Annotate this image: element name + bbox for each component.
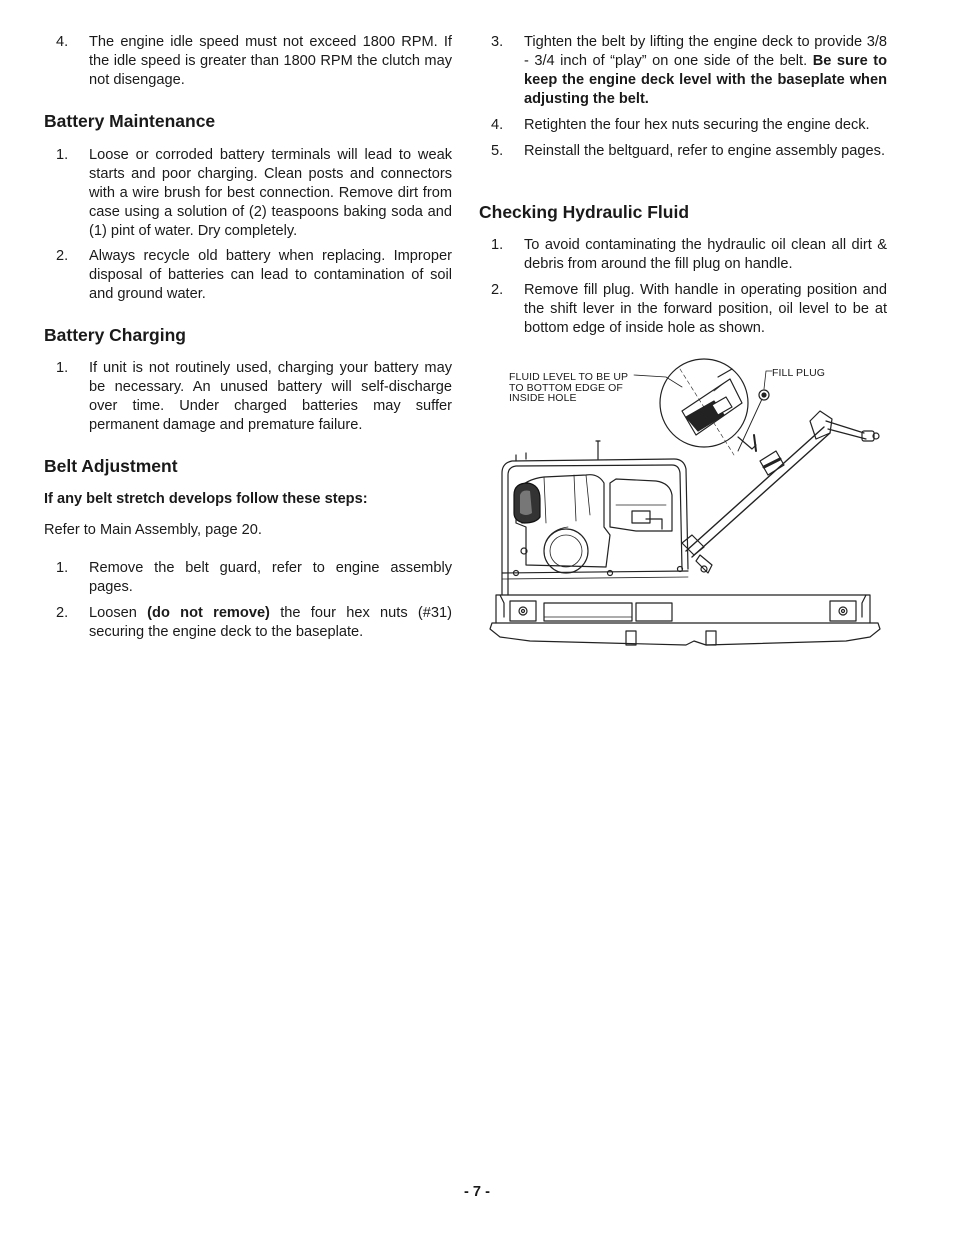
page-number: - 7 - bbox=[464, 1184, 490, 1200]
belt-reference: Refer to Main Assembly, page 20. bbox=[44, 522, 262, 538]
list-number: 4. bbox=[491, 117, 504, 133]
heading-battery-maintenance: Battery Maintenance bbox=[44, 111, 216, 131]
list-text: Reinstall the beltguard, refer to engine assembly pages. bbox=[524, 143, 886, 159]
list-text: Remove the belt guard, refer to engine assembly pages. bbox=[89, 560, 452, 595]
list-text: Loose or corroded battery terminals will lead to weak starts and poor charging. Clean posts and connectors with a wire brush for best connection. Remove dirt from case using a solution of (2) teaspoons baking soda and (1) pint of water. Dry completely. bbox=[89, 147, 452, 239]
bold-run: (do not remove) bbox=[147, 605, 270, 621]
heading-battery-charging: Battery Charging bbox=[44, 325, 186, 345]
callout-line: FLUID LEVEL TO BE UP bbox=[509, 371, 629, 383]
list-text: Remove fill plug. With handle in operating position and the shift lever in the forward position, oil level to be at bottom edge of inside hole as shown. bbox=[524, 282, 887, 336]
callout-line: TO BOTTOM EDGE OF bbox=[509, 381, 623, 394]
callout-fluid-level bbox=[509, 372, 628, 404]
list-text bbox=[524, 33, 887, 109]
heading-belt-adjustment: Belt Adjustment bbox=[44, 456, 178, 476]
list-number: 2. bbox=[491, 282, 504, 298]
list-number: 1. bbox=[56, 147, 69, 163]
list-number: 4. bbox=[56, 34, 69, 50]
heading-checking-hydraulic-fluid: Checking Hydraulic Fluid bbox=[479, 202, 690, 222]
bold-run: Be sure to keep the engine deck level with the baseplate when adjusting the belt. bbox=[524, 53, 887, 107]
list-text: Always recycle old battery when replacing. Improper disposal of batteries can lead to contamination of soil and ground water. bbox=[89, 248, 452, 302]
list-number: 3. bbox=[491, 34, 504, 50]
list-number: 2. bbox=[56, 248, 69, 264]
callout-fill-plug: FILL PLUG bbox=[772, 367, 826, 379]
list-number: 1. bbox=[491, 237, 504, 253]
list-number: 5. bbox=[491, 143, 504, 159]
text-run: Loosen bbox=[89, 605, 148, 621]
list-text bbox=[89, 604, 452, 642]
list-number: 1. bbox=[56, 360, 69, 376]
list-text: Retighten the four hex nuts securing the engine deck. bbox=[524, 117, 870, 133]
text-run: the four hex nuts (#31) securing the engine deck to the baseplate. bbox=[89, 605, 453, 640]
list-number: 2. bbox=[56, 605, 69, 621]
list-text: The engine idle speed must not exceed 1800 RPM. If the idle speed is greater than 1800 RPM the clutch may not disengage. bbox=[89, 34, 452, 88]
callout-line: INSIDE HOLE bbox=[509, 392, 577, 404]
list-text: To avoid contaminating the hydraulic oil clean all dirt & debris from around the fill plug on handle. bbox=[524, 237, 887, 272]
belt-subheading: If any belt stretch develops follow these steps: bbox=[44, 491, 368, 507]
list-number: 1. bbox=[56, 560, 69, 576]
list-text: If unit is not routinely used, charging your battery may be necessary. An unused battery will self-discharge over time. Under charged batteries may suffer permanent damage and premature failure. bbox=[89, 360, 452, 433]
compactor-illustration bbox=[486, 355, 886, 655]
text-run: Tighten the belt by lifting the engine deck to provide 3/8 - 3/4 inch of “play” on one side of the belt. bbox=[524, 34, 887, 69]
